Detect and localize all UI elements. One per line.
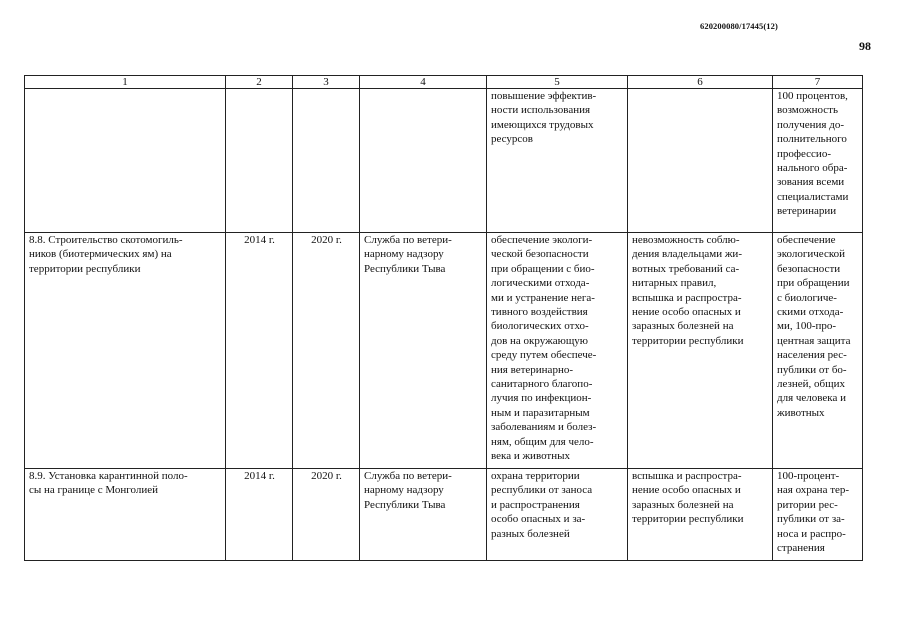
table-cell — [293, 469, 360, 561]
measures-table — [24, 75, 863, 561]
table-cell — [25, 89, 226, 233]
cell-text: 8.8. Строительство скотомогиль- ников (биотермических ям) на территории республики — [29, 234, 183, 275]
table-cell — [773, 233, 863, 469]
cell-text: 100 процентов, возможность получения до- полнительного профессио- нального обра- зования всеми специалистами ветеринарии — [777, 90, 849, 218]
column-header: 1 — [25, 76, 226, 89]
cell-text: вспышка и распростра- нение особо опасных и заразных болезней на территории республики — [632, 470, 744, 526]
table-cell — [293, 233, 360, 469]
cell-text: охрана территории республики от заноса и распространения особо опасных и за- разных болезней — [491, 470, 593, 540]
table-cell — [25, 233, 226, 469]
column-header: 6 — [628, 76, 773, 89]
cell-text: 2020 г. — [311, 470, 342, 482]
cell-text: 2014 г. — [244, 470, 275, 482]
table-cell — [360, 233, 487, 469]
column-header: 4 — [360, 76, 487, 89]
table-cell — [773, 469, 863, 561]
page-number: 98 — [859, 39, 871, 53]
column-number-row — [25, 76, 863, 89]
table-cell — [226, 233, 293, 469]
column-header: 5 — [487, 76, 628, 89]
table-cell — [25, 469, 226, 561]
cell-text: Служба по ветери- нарному надзору Республики Тыва — [364, 470, 452, 511]
table-cell — [628, 233, 773, 469]
cell-text: повышение эффектив- ности использования имеющихся трудовых ресурсов — [491, 90, 597, 146]
cell-text: 2020 г. — [311, 234, 342, 246]
cell-text: 8.9. Установка карантинной поло- сы на границе с Монголией — [29, 470, 188, 497]
cell-text: Служба по ветери- нарному надзору Республики Тыва — [364, 234, 452, 275]
table-cell — [487, 233, 628, 469]
cell-text: невозможность соблю- дения владельцами жи- вотных требований са- нитарных правил, вспышка и распростра- нение особо опасных и заразных болезней на территории республики — [632, 234, 744, 347]
table-row — [25, 469, 863, 561]
document-id: 620200080/17445(12) — [700, 21, 778, 31]
table-cell — [628, 469, 773, 561]
table-cell — [226, 469, 293, 561]
table-cell — [360, 89, 487, 233]
table-cell — [487, 89, 628, 233]
column-header: 7 — [773, 76, 863, 89]
cell-text: 2014 г. — [244, 234, 275, 246]
column-header: 2 — [226, 76, 293, 89]
table-cell — [628, 89, 773, 233]
table-cell — [360, 469, 487, 561]
cell-text: обеспечение экологической безопасности при обращении с биологиче- скими отхода- ми, 100-про- центная защита населения рес- публики от бо- лезней, общих для человека и животных — [777, 234, 851, 419]
table-row — [25, 233, 863, 469]
table-cell — [226, 89, 293, 233]
table-cell — [293, 89, 360, 233]
table-cell — [773, 89, 863, 233]
table-row — [25, 89, 863, 233]
column-header: 3 — [293, 76, 360, 89]
table-cell — [487, 469, 628, 561]
cell-text: 100-процент- ная охрана тер- ритории рес- публики от за- носа и распро- странения — [777, 470, 850, 555]
cell-text: обеспечение экологи- ческой безопасности при обращении с био- логическими отхода- ми и устранение нега- тивного воздействия биологических отхо- дов на окружающую среду путем обеспече- ния ветеринарно- санитарного благопо- лучия по инфекцион- ным и паразитарным заболеваниям и болез- ням, общим для чело- века и животных — [491, 234, 597, 463]
